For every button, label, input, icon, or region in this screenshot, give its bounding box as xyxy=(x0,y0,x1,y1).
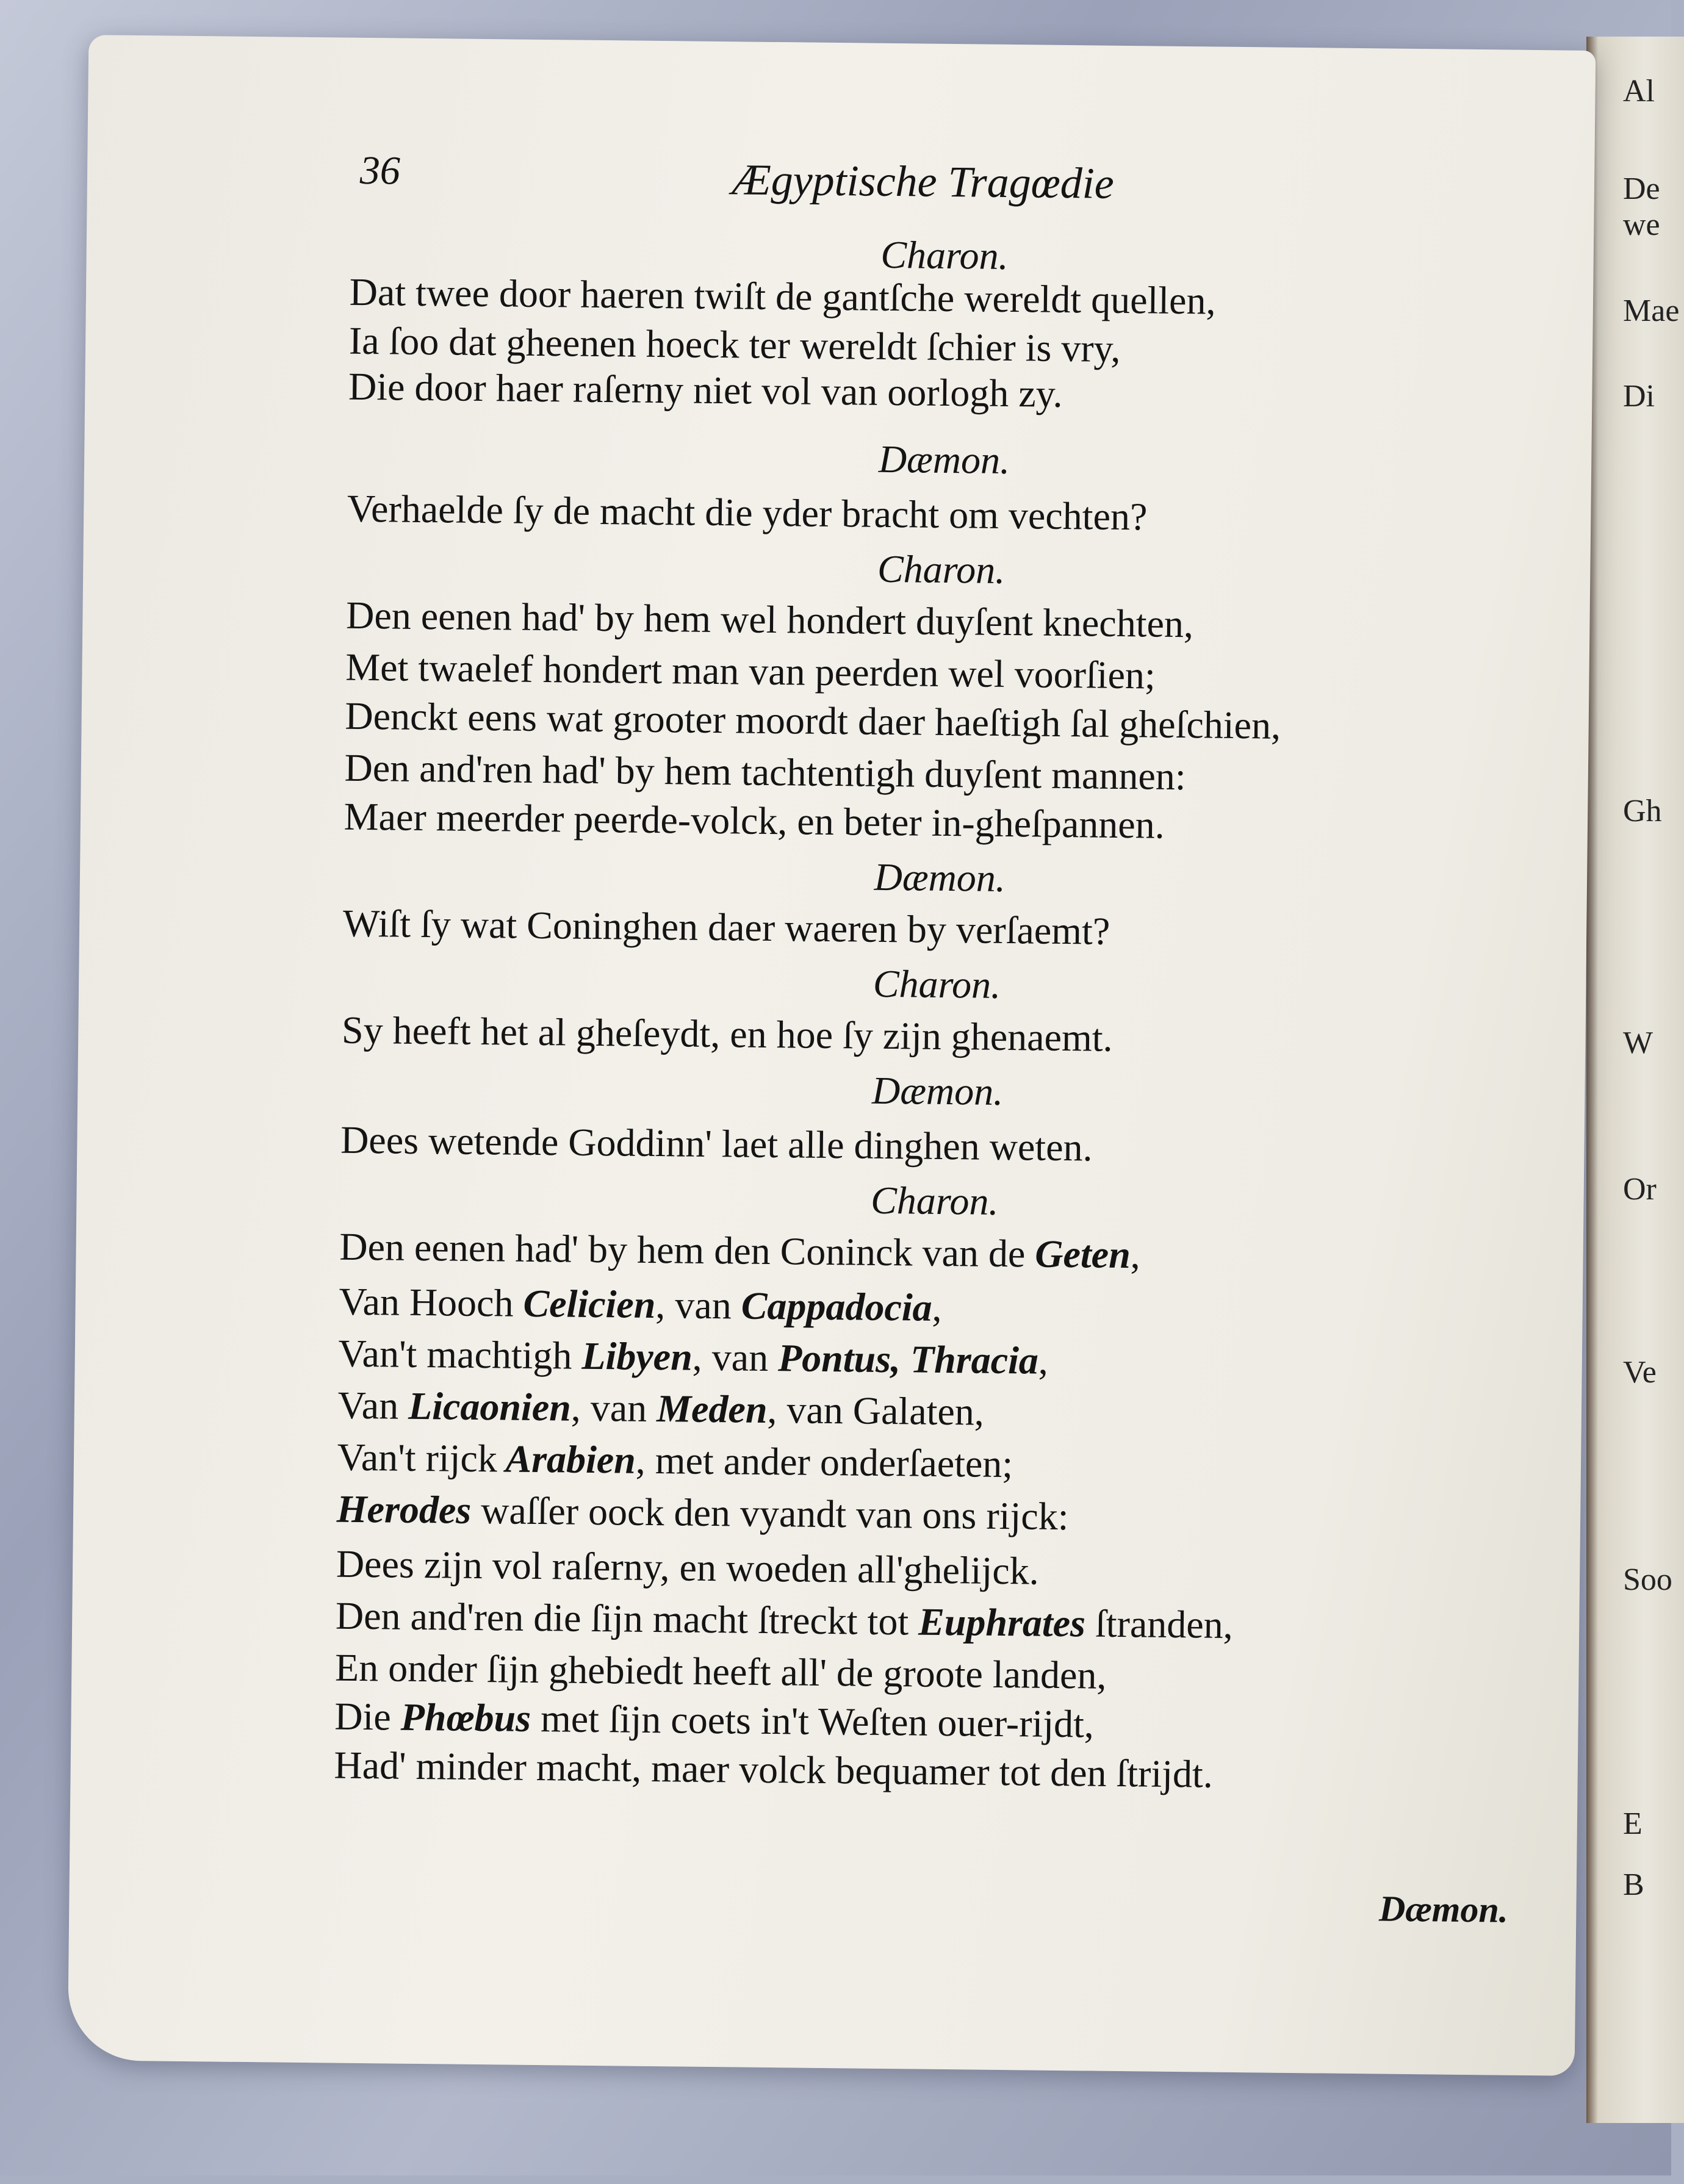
verse-line xyxy=(338,1331,1049,1382)
verse-line xyxy=(344,794,1165,847)
italic-name: Cappadocia xyxy=(731,1284,933,1329)
italic-name: Meden xyxy=(646,1386,768,1431)
speaker-name: Dæmon. xyxy=(874,855,1006,900)
verse-text: , van xyxy=(570,1385,647,1430)
verse-line xyxy=(347,486,1148,539)
speaker-name: Dæmon. xyxy=(871,1068,1004,1113)
italic-name: Herodes xyxy=(336,1487,472,1532)
verse-text: , met ander onderſaeten; xyxy=(635,1438,1013,1486)
italic-name: Geten xyxy=(1024,1232,1131,1277)
verse-line xyxy=(339,1279,943,1329)
speaker-name: Charon. xyxy=(870,1178,999,1223)
verse-text: Ia ſoo dat gheenen hoeck ter wereldt ſchier is vry, xyxy=(348,318,1121,370)
speaker-name: Charon. xyxy=(877,547,1006,592)
verse-line xyxy=(345,593,1194,646)
verse-text: Met twaelef hondert man van peerden wel voorſien; xyxy=(345,645,1156,697)
verse-text: Den eenen had' by hem wel hondert duyſent knechten, xyxy=(345,593,1194,646)
verse-line xyxy=(336,1487,1069,1539)
verse-line xyxy=(342,901,1110,953)
verse-line xyxy=(337,1435,1013,1486)
verse-line xyxy=(349,270,1216,323)
facing-page-fragment: Gh xyxy=(1623,794,1662,828)
verse-line xyxy=(334,1694,1095,1746)
verse-text: Dees zijn vol raſerny, en woeden all'ghelijck. xyxy=(336,1542,1040,1593)
italic-name: Celicien xyxy=(513,1281,656,1327)
verse-line xyxy=(336,1542,1040,1593)
verse-text: Maer meerder peerde-volck, en beter in-gheſpannen. xyxy=(344,794,1165,847)
verse-line xyxy=(340,1118,1093,1169)
verse-text: , xyxy=(1038,1338,1049,1382)
verse-text: Van't machtigh xyxy=(338,1331,572,1378)
verse-text: ſtranden, xyxy=(1085,1601,1234,1647)
facing-page-fragment: Or xyxy=(1623,1172,1657,1207)
verse-text: En onder ſijn ghebiedt heeft all' de groote landen, xyxy=(334,1645,1107,1697)
italic-name: Euphrates xyxy=(908,1600,1086,1645)
verse-text: Den and'ren had' by hem tachtentigh duyſent mannen: xyxy=(344,745,1186,799)
running-head: Ægyptische Tragœdie xyxy=(732,155,1115,208)
verse-text: Verhaelde ſy de macht die yder bracht om vechten? xyxy=(347,486,1148,539)
italic-name: Phœbus xyxy=(390,1695,531,1740)
facing-page-fragment: Al xyxy=(1623,74,1655,109)
facing-page-fragment: B xyxy=(1623,1867,1644,1902)
page-number: 36 xyxy=(359,148,401,193)
verse-line xyxy=(339,1224,1141,1277)
italic-name: Libyen xyxy=(572,1334,693,1379)
verse-text: met ſijn coets in't Weſten ouer-rijdt, xyxy=(530,1696,1095,1746)
catchword: Dæmon. xyxy=(1378,1888,1509,1930)
facing-page-fragment: Mae xyxy=(1623,293,1680,328)
verse-line xyxy=(348,318,1121,370)
verse-line xyxy=(341,1008,1113,1060)
verse-text: Die door haer raſerny niet vol van oorlogh zy. xyxy=(348,364,1063,415)
verse-text: Den and'ren die ſijn macht ſtreckt tot xyxy=(335,1593,909,1643)
verse-text: Denckt eens wat grooter moordt daer haeſtigh ſal gheſchien, xyxy=(345,694,1281,747)
facing-page-fragment: Soo xyxy=(1623,1562,1672,1597)
verse-text: Dees wetende Goddinn' laet alle dinghen weten. xyxy=(340,1118,1093,1169)
italic-name: Licaonien xyxy=(398,1384,572,1429)
verse-text: waſſer oock den vyandt van ons rijck: xyxy=(470,1488,1069,1539)
verse-line xyxy=(334,1743,1214,1796)
verse-text: Die xyxy=(334,1694,392,1739)
verse-text: Dat twee door haeren twiſt de gantſche wereldt quellen, xyxy=(349,270,1216,323)
verse-line xyxy=(337,1383,985,1434)
facing-page-fragment: De we xyxy=(1623,171,1660,242)
facing-page-fragment: Di xyxy=(1623,379,1655,414)
verse-text: , van Galaten, xyxy=(767,1387,985,1434)
verse-line xyxy=(345,694,1281,747)
verse-text: Van xyxy=(337,1383,399,1428)
verse-text: , xyxy=(932,1285,943,1329)
verse-text: Van Hooch xyxy=(339,1279,514,1325)
verse-line xyxy=(334,1645,1107,1697)
verse-text: Den eenen had' by hem den Coninck van de xyxy=(339,1224,1026,1276)
speaker-name: Dæmon. xyxy=(878,437,1010,483)
verse-line xyxy=(348,364,1063,415)
verse-line xyxy=(344,745,1186,799)
verse-text: , van xyxy=(655,1283,732,1327)
speaker-name: Charon. xyxy=(873,961,1001,1007)
verse-text: , xyxy=(1130,1233,1141,1277)
verse-line xyxy=(345,645,1156,697)
verse-text: Sy heeft het al gheſeydt, en hoe ſy zijn ghenaemt. xyxy=(341,1008,1113,1060)
verse-text: Van't rijck xyxy=(337,1435,498,1481)
italic-name: Arabien xyxy=(497,1437,636,1482)
speaker-name: Charon. xyxy=(880,232,1009,278)
italic-name: Pontus, Thracia xyxy=(768,1335,1039,1382)
verse-text: Wiſt ſy wat Coninghen daer waeren by verſaemt? xyxy=(342,901,1110,953)
facing-page-fragment: W xyxy=(1623,1026,1653,1060)
verse-text: Had' minder macht, maer volck bequamer tot den ſtrijdt. xyxy=(334,1743,1214,1796)
facing-page-fragment: Ve xyxy=(1623,1355,1657,1390)
verse-line xyxy=(335,1593,1234,1647)
verse-text: , van xyxy=(692,1335,769,1379)
facing-page-fragment: E xyxy=(1623,1806,1643,1841)
